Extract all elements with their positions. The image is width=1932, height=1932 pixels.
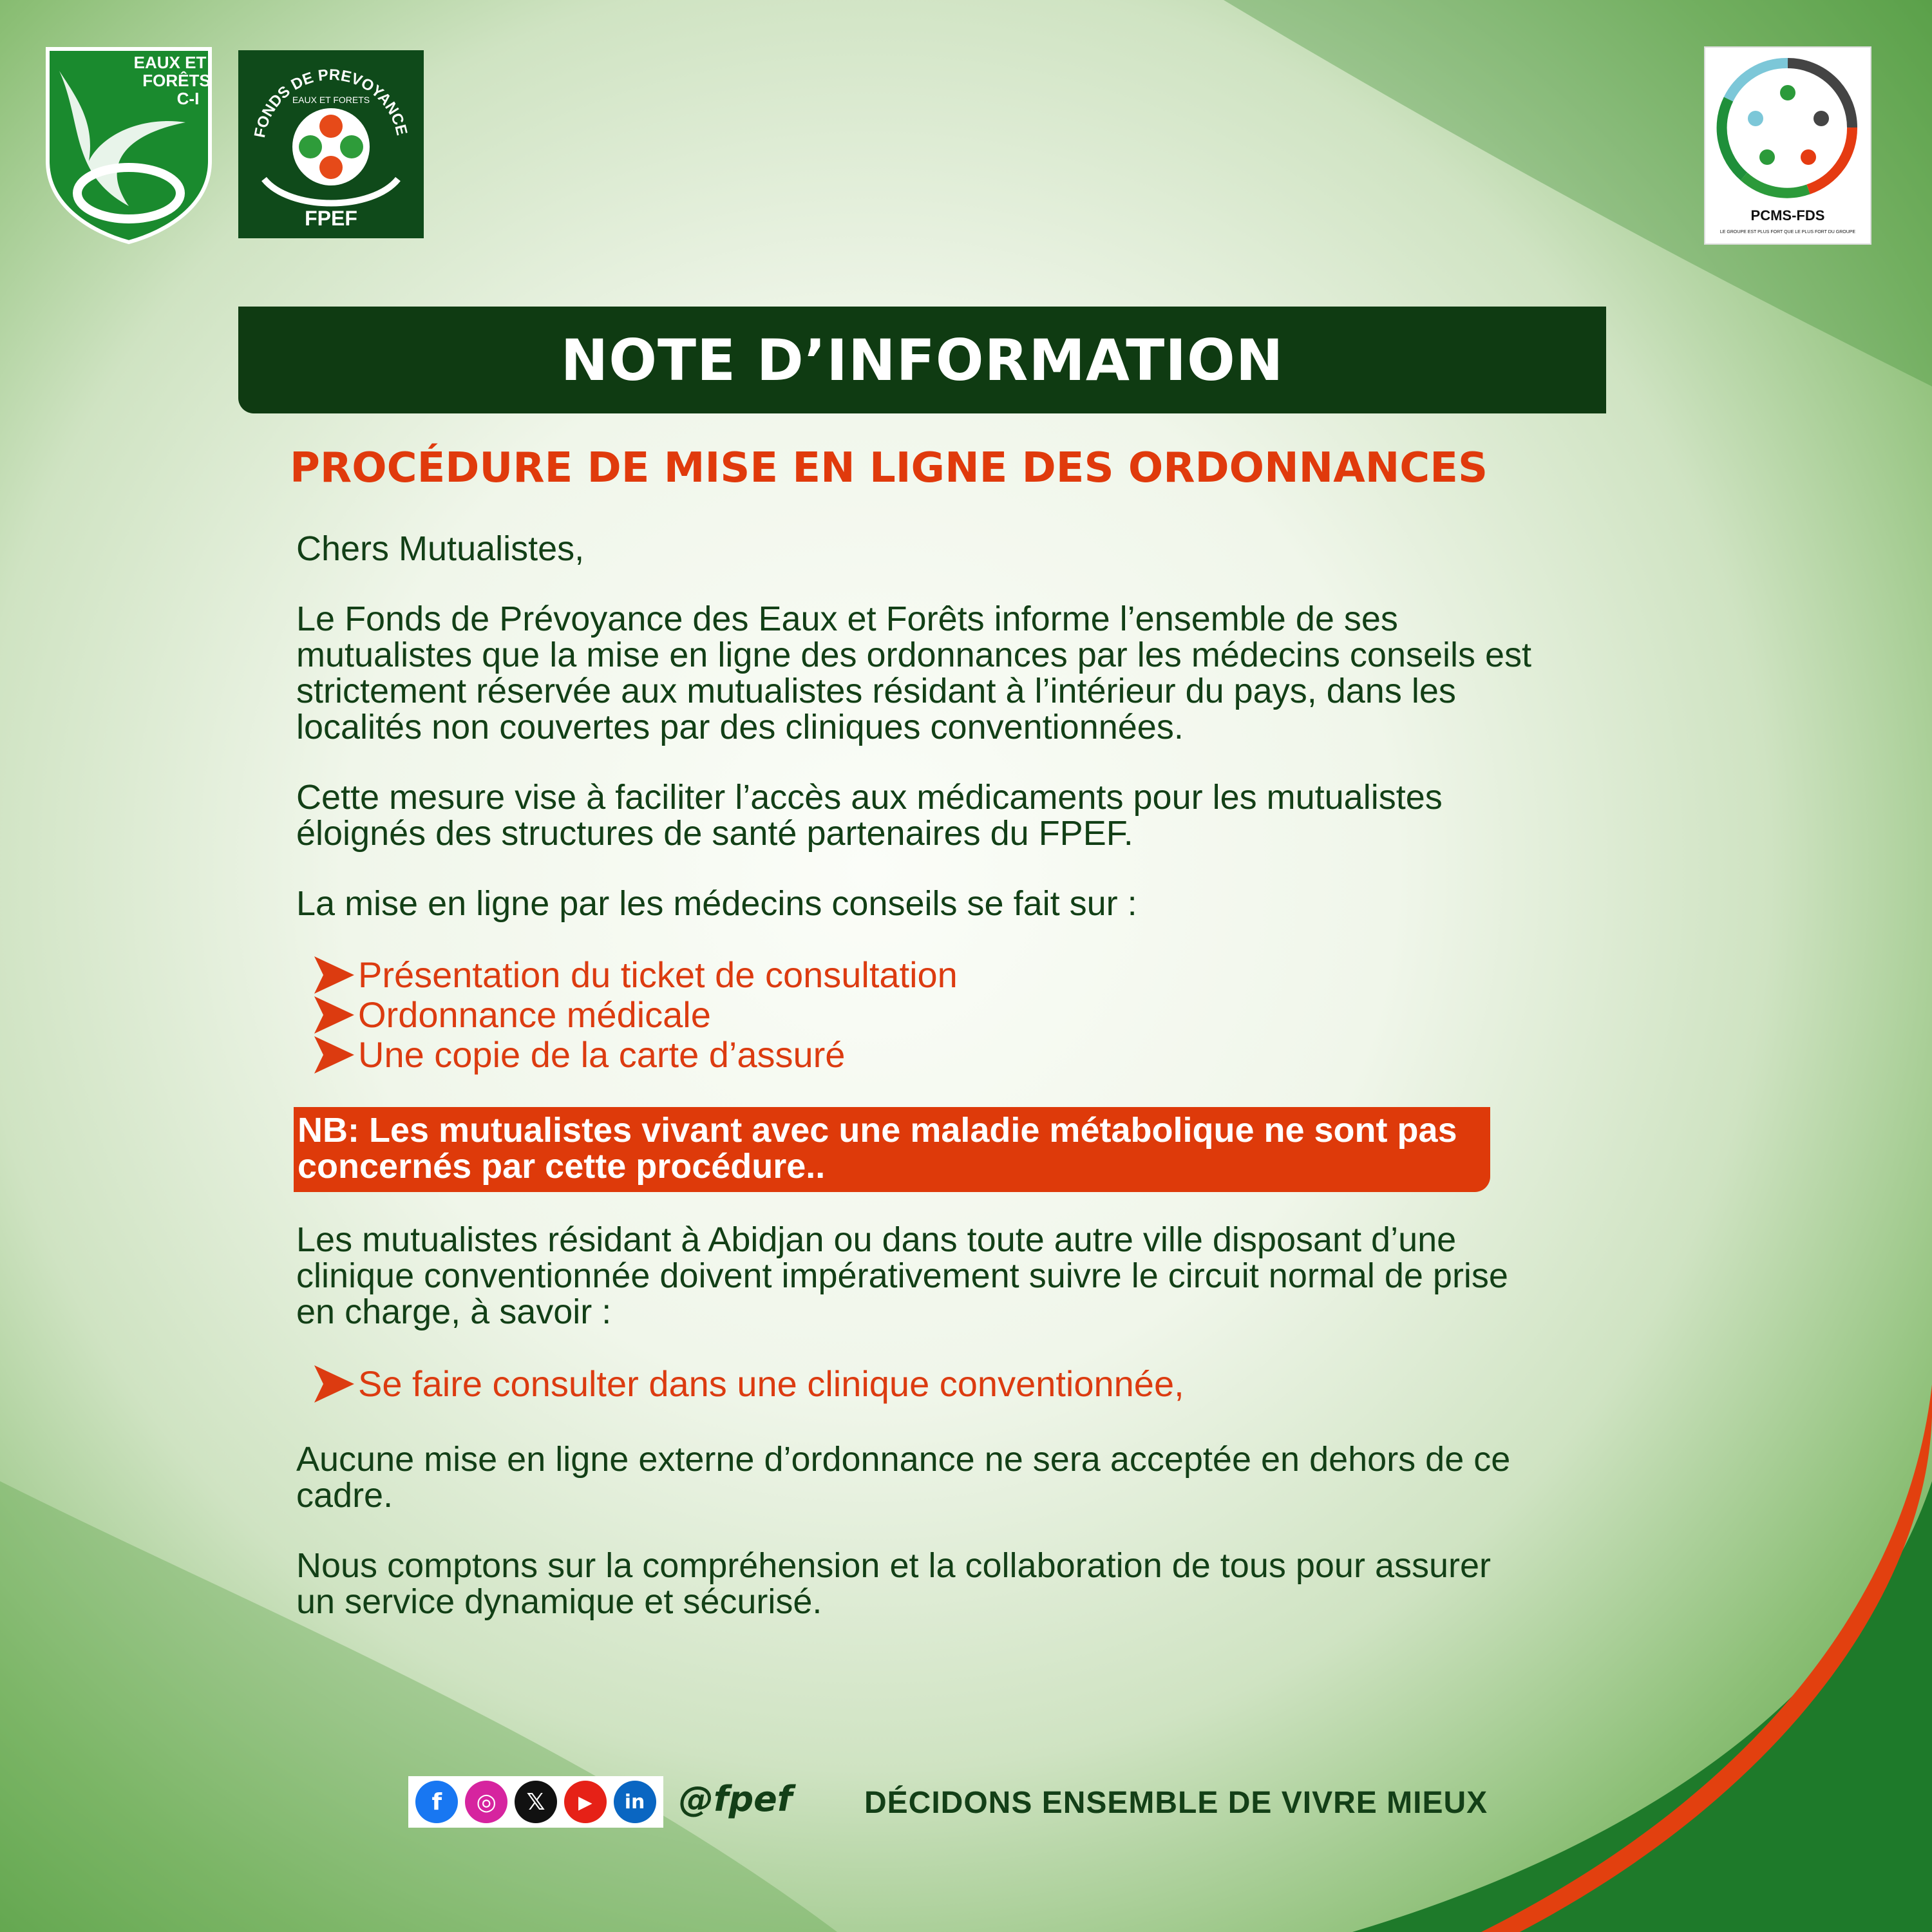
fpef-logo: [238, 50, 424, 238]
social-icons: [408, 1776, 663, 1828]
page-title: NOTE D’INFORMATION: [560, 327, 1284, 393]
list-item: Ordonnance médicale: [314, 995, 1539, 1035]
paragraph-2: Cette mesure vise à faciliter l’accès aux médicaments pour les mutualistes éloignés des structures de santé partenaires du FPEF.: [296, 778, 1443, 853]
instagram-icon[interactable]: ◎: [465, 1781, 507, 1823]
eaux-forets-logo: [44, 45, 214, 245]
svg-text:PCMS-FDS: PCMS-FDS: [1750, 207, 1825, 223]
facebook-icon[interactable]: f: [415, 1781, 458, 1823]
paragraph-5: Aucune mise en ligne externe d’ordonnance ne sera acceptée en dehors de ce cadre.: [296, 1440, 1511, 1515]
paragraph-1: Le Fonds de Prévoyance des Eaux et Forêts informe l’ensemble de ses mutualistes que la mise en ligne des ordonnances par les médecins conseils est strictement réservée aux mutualistes résidant à l’intérieur du pays, dans les localités non couvertes par des cliniques conventionnées.: [296, 600, 1532, 746]
paragraph-4: Les mutualistes résidant à Abidjan ou dans toute autre ville disposant d’une clinique conventionnée doivent impérativement suivre le circuit normal de prise en charge, à savoir :: [296, 1220, 1508, 1331]
greeting: Chers Mutualistes,: [296, 529, 585, 568]
arrow-bullet-icon: [314, 956, 354, 994]
pcms-fds-logo: [1704, 46, 1871, 245]
svg-text:FPEF: FPEF: [305, 207, 357, 230]
youtube-icon[interactable]: ▶: [564, 1781, 607, 1823]
x-icon[interactable]: 𝕏: [515, 1781, 557, 1823]
list-item: Se faire consulter dans une clinique conventionnée,: [314, 1364, 1539, 1404]
notice-body: [296, 531, 1539, 1654]
linkedin-icon[interactable]: in: [614, 1781, 656, 1823]
slogan: DÉCIDONS ENSEMBLE DE VIVRE MIEUX: [864, 1786, 1488, 1820]
svg-text:LE GROUPE EST PLUS FORT QUE LE: LE GROUPE EST PLUS FORT QUE LE PLUS FORT DU GROUPE: [1719, 230, 1856, 234]
arrow-bullet-icon: [314, 996, 354, 1034]
nb-callout: NB: Les mutualistes vivant avec une maladie métabolique ne sont pas concernés par cette procédure..: [294, 1107, 1490, 1192]
requirements-list: [296, 955, 1539, 1075]
svg-text:FONDS DE PREVOYANCE: FONDS DE PREVOYANCE: [251, 66, 411, 140]
svg-text:C-I: C-I: [176, 89, 200, 108]
svg-text:FORÊTS: FORÊTS: [142, 71, 211, 90]
arrow-bullet-icon: [314, 1365, 354, 1403]
page-subtitle: PROCÉDURE DE MISE EN LIGNE DES ORDONNANCES: [290, 444, 1488, 492]
procedure-list: [296, 1364, 1539, 1404]
list-item: Une copie de la carte d’assuré: [314, 1035, 1539, 1075]
paragraph-6: Nous comptons sur la compréhension et la collaboration de tous pour assurer un service dynamique et sécurisé.: [296, 1546, 1492, 1621]
svg-text:EAUX ET FORETS: EAUX ET FORETS: [292, 95, 370, 105]
list-item: Présentation du ticket de consultation: [314, 955, 1539, 995]
svg-text:EAUX ET: EAUX ET: [133, 53, 207, 72]
title-banner: [238, 307, 1606, 413]
paragraph-3: La mise en ligne par les médecins conseils se fait sur :: [296, 884, 1137, 923]
arrow-bullet-icon: [314, 1036, 354, 1074]
social-handle: @fpef: [679, 1779, 793, 1819]
